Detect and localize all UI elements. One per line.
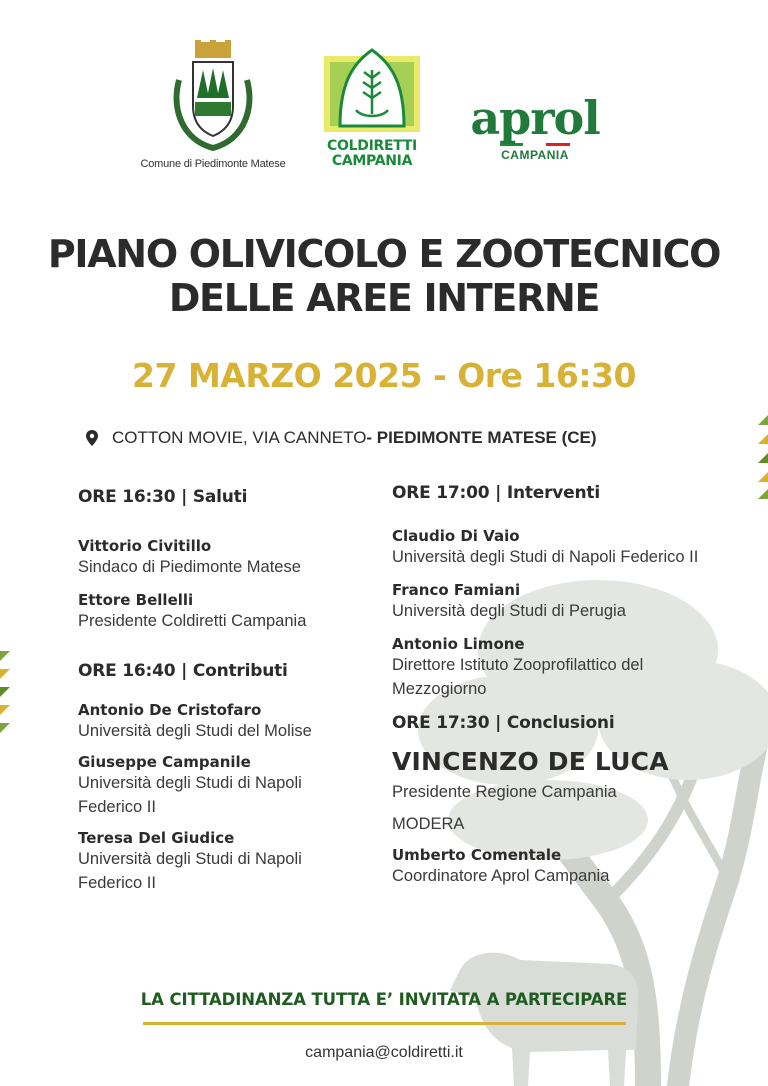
speaker-name: Giuseppe Campanile	[78, 753, 251, 771]
speaker-name: Ettore Bellelli	[78, 591, 194, 609]
title-line-1: PIANO OLIVICOLO E ZOOTECNICO	[47, 232, 721, 276]
speaker-name: Antonio Limone	[392, 635, 525, 653]
speaker-role: Mezzogiorno	[392, 680, 487, 698]
event-date: 27 MARZO 2025 - Ore 16:30	[132, 356, 636, 395]
speaker-name: Vittorio Civitillo	[78, 537, 212, 555]
wheat-shield-icon	[322, 44, 422, 134]
program-right-column	[392, 483, 752, 888]
program-left-column	[78, 487, 378, 895]
moderator-role: Coordinatore Aprol Campania	[392, 867, 610, 885]
aprol-wordmark: aprol	[470, 91, 600, 145]
modera-label: MODERA	[392, 815, 465, 833]
title-line-2: DELLE AREE INTERNE	[168, 276, 600, 320]
keynote-role: Presidente Regione Campania	[392, 783, 617, 801]
venue-place: COTTON MOVIE, VIA CANNETO	[112, 428, 367, 447]
speaker-role: Università degli Studi del Molise	[78, 722, 312, 740]
speaker-name: Teresa Del Giudice	[78, 829, 235, 847]
speaker-name: Franco Famiani	[392, 581, 521, 599]
aprol-logo	[460, 91, 610, 162]
speaker-name: Antonio De Cristofaro	[78, 701, 262, 719]
comune-logo	[128, 40, 298, 170]
keynote-speaker: VINCENZO DE LUCA	[392, 747, 669, 776]
conclusioni-heading: ORE 17:30 | Conclusioni	[392, 713, 615, 733]
speaker-role: Università degli Studi di Napoli	[78, 774, 302, 792]
location-pin-icon	[86, 430, 98, 446]
moderator-name: Umberto Comentale	[392, 846, 562, 864]
speaker-role: Università degli Studi di Napoli Federico II	[392, 548, 699, 566]
venue	[86, 428, 597, 448]
event-title	[0, 232, 768, 320]
interventi-heading: ORE 17:00 | Interventi	[392, 483, 600, 503]
coldiretti-logo	[322, 44, 422, 169]
venue-city: - PIEDIMONTE MATESE (CE)	[366, 428, 597, 447]
saluti-heading: ORE 16:30 | Saluti	[78, 487, 248, 507]
speaker-name: Claudio Di Vaio	[392, 527, 520, 545]
speaker-role: Università degli Studi di Perugia	[392, 602, 626, 620]
coat-of-arms-icon	[165, 40, 261, 152]
speaker-role: Università degli Studi di Napoli	[78, 850, 302, 868]
contact-email[interactable]: campania@coldiretti.it	[305, 1044, 463, 1061]
speaker-role: Direttore Istituto Zooprofilattico del	[392, 656, 644, 674]
speaker-role: Presidente Coldiretti Campania	[78, 612, 307, 630]
contributi-heading: ORE 16:40 | Contributi	[78, 661, 288, 681]
coldiretti-line2: CAMPANIA	[331, 153, 413, 169]
speaker-role: Federico II	[78, 798, 156, 816]
invitation-text: LA CITTADINANZA TUTTA E’ INVITATA A PARTECIPARE	[140, 990, 628, 1009]
comune-caption: Comune di Piedimonte Matese	[140, 158, 286, 170]
gold-divider	[143, 1022, 626, 1025]
coldiretti-line1: COLDIRETTI	[327, 138, 417, 154]
speaker-role: Federico II	[78, 874, 156, 892]
speaker-role: Sindaco di Piedimonte Matese	[78, 558, 301, 576]
aprol-subtitle: CAMPANIA	[501, 148, 569, 162]
